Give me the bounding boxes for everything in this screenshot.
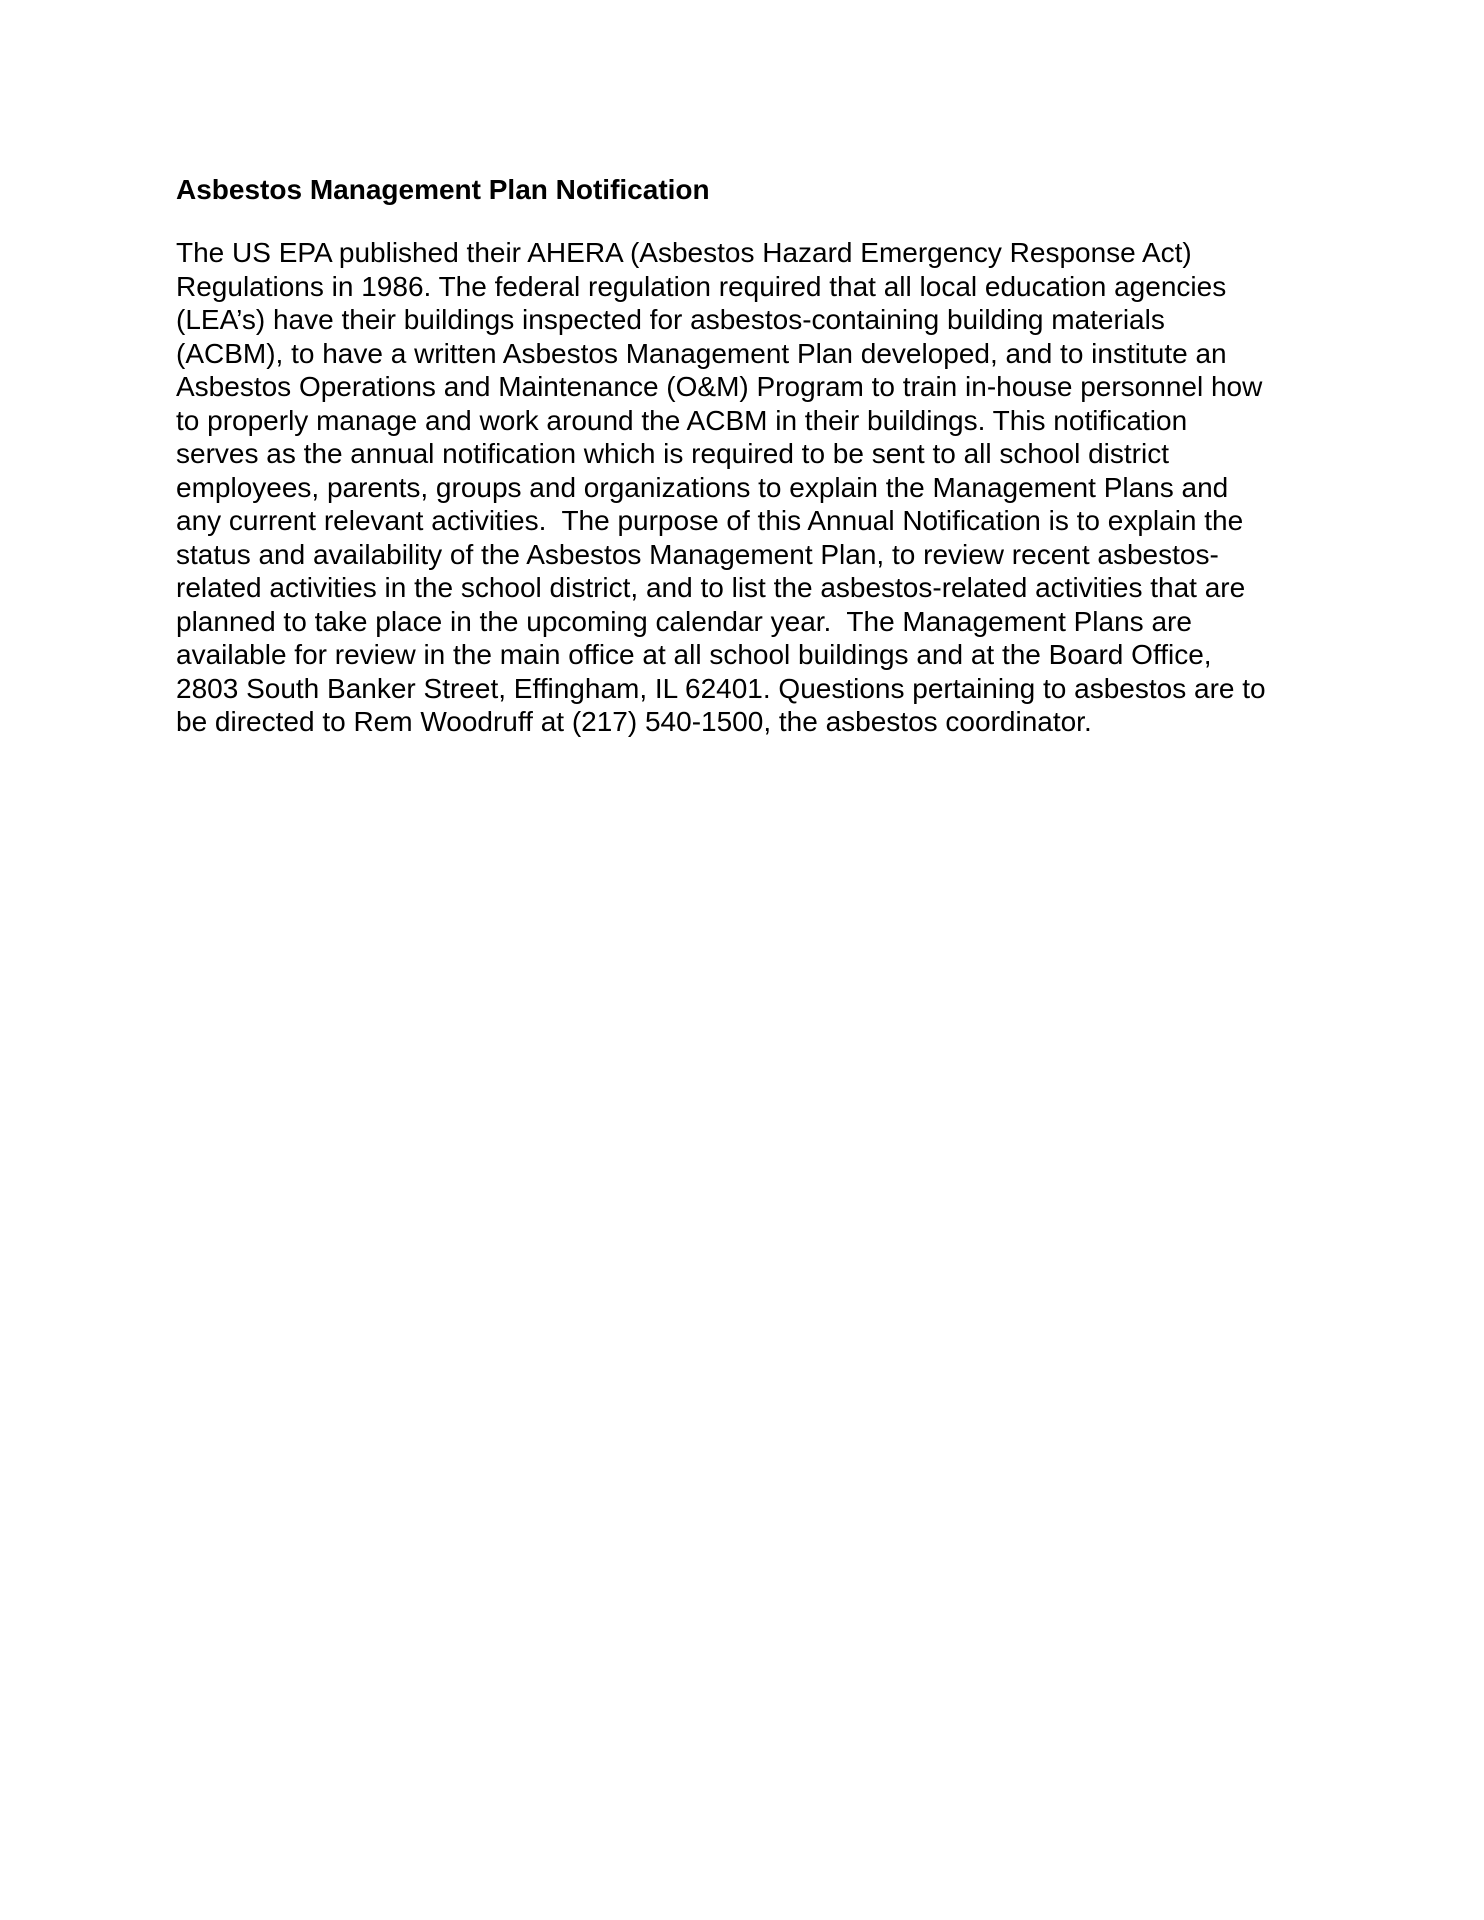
- body-line: any current relevant activities. The purpose of this Annual Notification is to explain the: [176, 505, 1244, 536]
- document-content: [176, 172, 1336, 739]
- body-line: Asbestos Operations and Maintenance (O&M) Program to train in-house personnel how: [176, 371, 1263, 402]
- body-line: available for review in the main office at all school buildings and at the Board Office,: [176, 639, 1212, 670]
- body-line: planned to take place in the upcoming calendar year. The Management Plans are: [176, 605, 1192, 637]
- body-line: be directed to Rem Woodruff at (217) 540-1500, the asbestos coordinator.: [176, 706, 1092, 737]
- body-line: Regulations in 1986. The federal regulation required that all local education agencies: [176, 270, 1227, 302]
- body-line: serves as the annual notification which is required to be sent to all school district: [176, 438, 1169, 469]
- body-line: to properly manage and work around the ACBM in their buildings. This notification: [176, 404, 1188, 436]
- document-body-paragraph: [176, 236, 1336, 739]
- body-line: (ACBM), to have a written Asbestos Management Plan developed, and to institute an: [176, 337, 1227, 369]
- body-line: The US EPA published their AHERA (Asbestos Hazard Emergency Response Act): [176, 237, 1192, 268]
- body-line: (LEA’s) have their buildings inspected for asbestos-containing building materials: [176, 304, 1165, 335]
- document-title: Asbestos Management Plan Notification: [176, 174, 710, 205]
- body-line: status and availability of the Asbestos Management Plan, to review recent asbestos-: [176, 538, 1219, 570]
- body-line: employees, parents, groups and organizations to explain the Management Plans and: [176, 471, 1229, 503]
- body-line: 2803 South Banker Street, Effingham, IL 62401. Questions pertaining to asbestos are to: [176, 672, 1266, 704]
- body-line: related activities in the school district, and to list the asbestos-related activities that are: [176, 572, 1246, 603]
